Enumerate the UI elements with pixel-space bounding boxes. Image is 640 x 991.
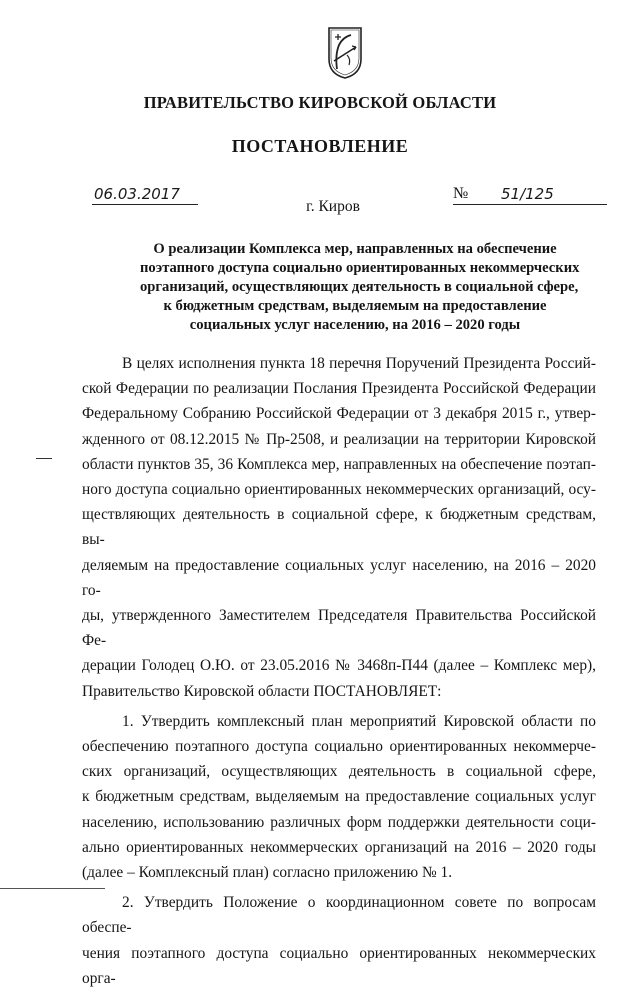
subject-line: поэтапного доступа социально ориентированных некоммерческих <box>140 260 580 276</box>
paragraph-preamble <box>82 351 596 704</box>
body-line: дерации Голодец О.Ю. от 23.05.2016 № 3468п-П44 (далее – Комплекс мер), <box>82 657 596 675</box>
body-line: ного доступа социально ориентированных некоммерческих организаций, осу- <box>82 481 596 499</box>
paragraph-item-1 <box>82 709 596 885</box>
body-line: ских организаций, осуществляющих деятельность в социальной сфере, <box>82 763 596 781</box>
city-label: г. Киров <box>306 198 360 215</box>
body-line: В целях исполнения пункта 18 перечня Поручений Президента Россий- <box>122 355 596 372</box>
subject-line: организаций, осуществляющих деятельность в социальной сфере, <box>140 279 579 295</box>
body-line: деляемым на предоставление социальных услуг населению, на 2016 – 2020 го- <box>82 556 596 599</box>
organization-title: ПРАВИТЕЛЬСТВО КИРОВСКОЙ ОБЛАСТИ <box>143 93 497 112</box>
body-line: обеспечению поэтапного доступа социально ориентированных некоммерче- <box>82 738 596 756</box>
body-line: чения поэтапного доступа социально ориентированных некоммерческих орга- <box>82 944 596 987</box>
margin-mark <box>36 458 52 459</box>
document-number: 51/125 <box>501 185 554 203</box>
number-sign: № <box>453 185 469 202</box>
document-subject <box>140 240 580 335</box>
subject-line: социальных услуг населению, на 2016 – 2020 годы <box>189 317 521 333</box>
body-line: к бюджетным средствам, выделяемым на предоставление социальных услуг <box>82 788 596 806</box>
body-line: ской Федерации по реализации Послания Президента Российской Федерации <box>82 380 596 398</box>
body-line: (далее – Комплексный план) согласно приложению № 1. <box>82 864 453 882</box>
body-line: Правительство Кировской области ПОСТАНОВЛЯЕТ: <box>82 682 442 700</box>
document-date: 06.03.2017 <box>94 185 180 203</box>
body-line: Федеральному Собранию Российской Федерации от 3 декабря 2015 г., утвер- <box>82 405 596 423</box>
document-body <box>82 351 596 991</box>
body-line: ществляющих деятельность в социальной сфере, к бюджетным средствам, вы- <box>82 506 596 549</box>
body-line: ды, утвержденного Заместителем Председателя Правительства Российской Фе- <box>82 607 596 650</box>
body-line: 1. Утвердить комплексный план мероприятий Кировской области по <box>122 712 596 730</box>
kirov-coat-of-arms-icon <box>325 25 365 80</box>
paragraph-item-2 <box>82 890 596 991</box>
body-line: области пунктов 35, 36 Комплекса мер, направленных на обеспечение поэтап- <box>82 455 596 473</box>
body-line: ально ориентированных некоммерческих организаций на 2016 – 2020 годы <box>82 838 596 856</box>
footer-rule <box>0 888 105 889</box>
subject-line: к бюджетным средствам, выделяемым на предоставление <box>163 298 547 314</box>
subject-line: О реализации Комплекса мер, направленных на обеспечение <box>153 241 557 257</box>
document-type-title: ПОСТАНОВЛЕНИЕ <box>231 136 409 156</box>
body-line: населению, использованию различных форм поддержки деятельности соци- <box>82 813 596 831</box>
body-line: 2. Утвердить Положение о координационном совете по вопросам обеспе- <box>82 894 596 937</box>
body-line: жденного от 08.12.2015 № Пр-2508, и реализации на территории Кировской <box>82 430 596 448</box>
